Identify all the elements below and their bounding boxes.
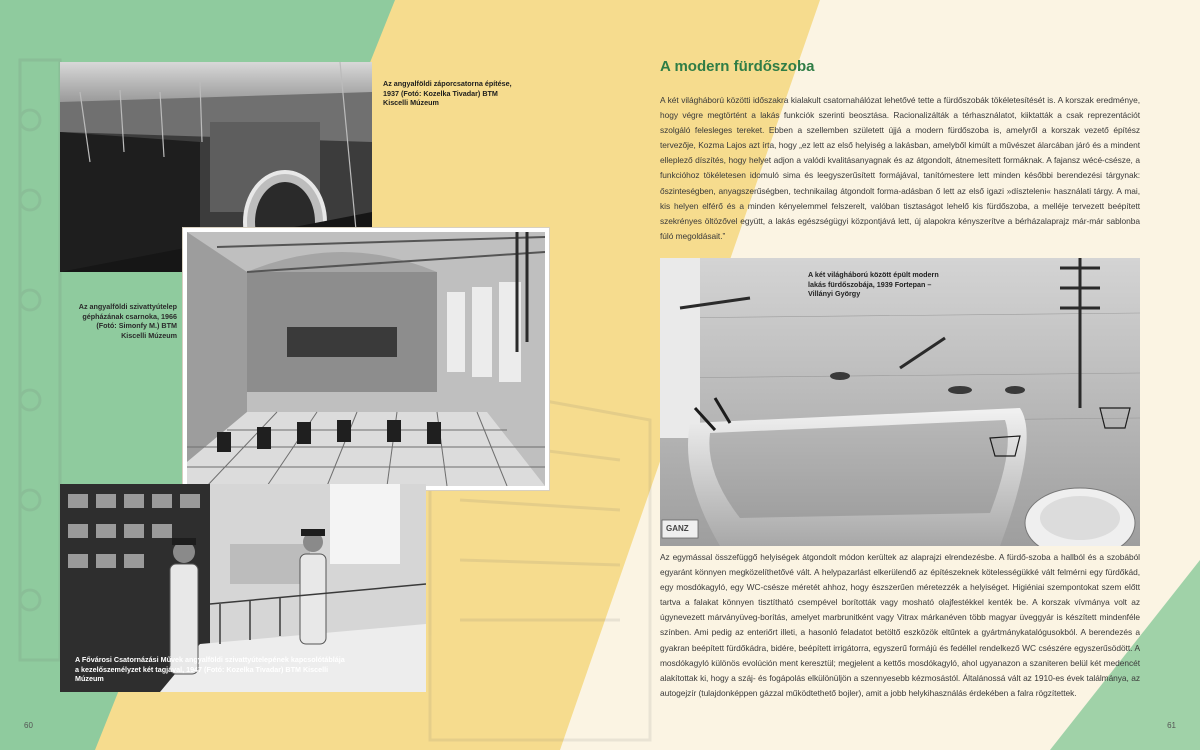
caption-bathroom-photo: A két világháború között épült modern lakás fürdőszobája, 1939 Fortepan – Villányi György xyxy=(808,270,939,299)
article-title: A modern fürdőszoba xyxy=(660,58,815,75)
article-paragraph-2: Az egymással összefüggő helyiségek átgondolt módon kerültek az alaprajzi elrendezésbe. A fürdő-szoba a hallból és a szobából egyaránt könnyen megközelíthetővé vált. A helypazarlást elkerülendő az építészeknek kötelességükké vált felmérni egy fürdőkád, egy mosdókagyló, egy WC-csésze méretét ahhoz, hogy észszerűen méretezzék a helyiséget. Higiéniai szempontokat szem előtt tartva a falakat könnyen tisztítható csempével borították vagy mosható olajfestékkel kenték be. A korszak vívmánya volt az úgynevezett márványüveg-borítás, amelyet marbrunitként vagy Vitrax márkanéven több magyar üveggyár is készített mindenféle színben. Ami pedig az enteriőrt illeti, a hasonló feladatot betöltő eszközök eltűntek a gyártmánykatalógusokból. A berendezés a gyakran beépített fürdőkádra, bidére, beépített irrigátorra, egyszerű formájú és fedéllel rendelkező WC csészére egyszerűsödött. A mosdókagyló különös evolúción ment keresztül; megjelent a kettős mosdókagyló, ahol ugyanazon a szaniteren belül két medencét alakítottak ki, hogy a száj- és fogápolás elkülönüljön a szennyesebb kézmosástól. Általánossá vált az 1910-es évek találmánya, az autogejzír (tulajdonképpen gázzal működtethető bojler), amit a jobb helykihasználás érdekében a falra rögzítettek. xyxy=(660,552,1140,698)
photo-pump-hall xyxy=(183,228,549,490)
ganz-stamp: GANZ xyxy=(666,524,689,533)
article-paragraph-1: A két világháború közötti időszakra kialakult csatornahálózat lehetővé tette a fürdőszobák tökéletesítését is. A korszak eredménye, hogy végre megtörtént a lakás funkciók szerinti beosztása. Racionalizálták a térhasználatot, kiiktatták a csak reprezentációt szolgáló felesleges tereket. Ebben a szellemben született újjá a modern fürdőszoba is, amelyről a korszak vezető építész tervezője, Kozma Lajos azt írta, hogy „ez lett az első helyiség a lakásban, amelyből kimúlt a művészet álarcában járó és a mindent elleplező díszítés, hogy helyet adjon a valódi kvalitásanyagnak és az átgondolt, átnemesített formáknak. A fajansz wécé-csésze, a funkcióhoz tökéletesen idomuló sima és leegyszerűsített formájával, tanítómestere lett minden későbbi berendezési tárgynak: őszinteségben, anyagszerűségben, technikailag átgondolt forma-adásban ő lett az első igazi »díszteleni« használati tárgy. A mai, kis helyen elférő és a minden kényelemmel felszerelt, valóban tisztaságot lehelő kis fürdőszoba, a melléje tervezett beépített szekrényes öltözővel együtt, a lakás egészségügyi központjává lett, új alapokra kényszerítve a bérházalaprajz már-már sablonba fúló megoldásait.” xyxy=(660,95,1140,241)
caption-photo-2: Az angyalföldi szivattyútelep gépházának csarnoka, 1966 (Fotó: Simonfy M.) BTM Kiscelli Múzeum xyxy=(78,302,177,340)
caption-photo-1: Az angyalföldi záporcsatorna építése, 1937 (Fotó: Kozelka Tivadar) BTM Kiscelli Múzeum xyxy=(383,79,512,108)
caption-photo-3: A Fővárosi Csatornázási Művek angyalföldi szivattyútelepének kapcsolótáblája a kezelőszemélyzet két tagjával, 1947 (Fotó: Kozelka Tivadar) BTM Kiscelli Múzeum xyxy=(75,655,345,684)
photo-bathroom xyxy=(660,258,1140,546)
page-number-left: 60 xyxy=(24,721,33,730)
page-number-right: 61 xyxy=(1167,721,1176,730)
